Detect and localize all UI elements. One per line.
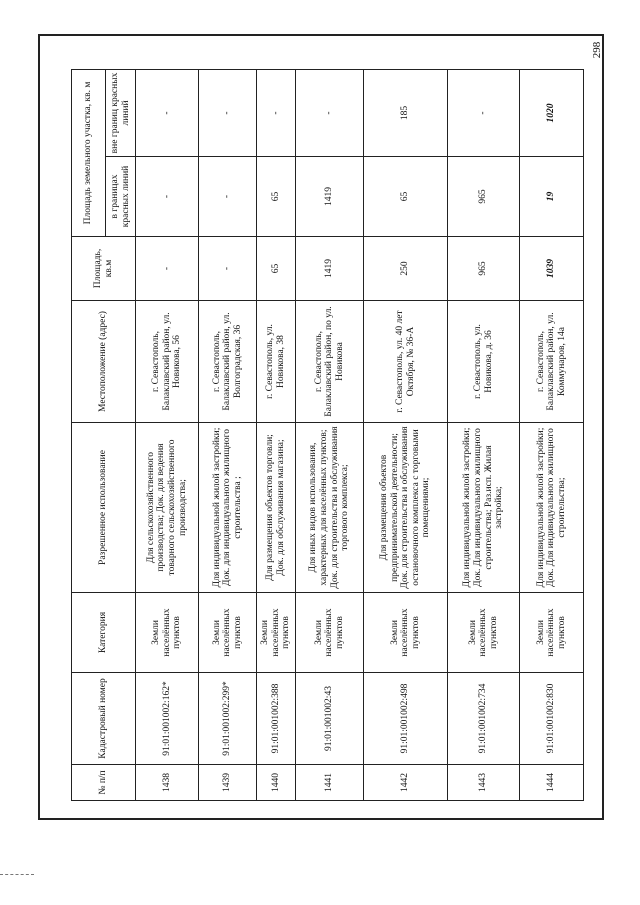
cell-cadastral: 91:01:001002:43 bbox=[296, 673, 364, 765]
cell-location: г. Севастополь, Балаклавский район, ул. Новикова, 56 bbox=[136, 301, 199, 423]
cell-outside-red: 185 bbox=[364, 69, 448, 156]
cell-num: 1444 bbox=[520, 765, 584, 801]
cell-num: 1441 bbox=[296, 765, 364, 801]
table-row bbox=[448, 69, 520, 800]
cell-use: Для иных видов использования, характерных для населённых пунктов; Док. для строительства и обслуживания торгового комплекса; bbox=[296, 423, 364, 593]
land-plot-table bbox=[71, 69, 584, 801]
header-category: Категория bbox=[72, 593, 136, 673]
header-outside-red: вне границ красных линий bbox=[106, 69, 136, 156]
cell-area: 1419 bbox=[296, 237, 364, 301]
rotated-table-container bbox=[71, 70, 583, 801]
cell-location: г. Севастополь, Балаклавский район, ул. Волгоградская, 36 bbox=[199, 301, 257, 423]
cell-outside-red: - bbox=[257, 69, 296, 156]
cell-location: г. Севастополь, Балаклавский район, по ул. Новикова bbox=[296, 301, 364, 423]
table-row bbox=[199, 69, 257, 800]
cell-within-red: 1419 bbox=[296, 157, 364, 237]
header-cadastral: Кадастровый номер bbox=[72, 673, 136, 765]
header-location: Местоположение (адрес) bbox=[72, 301, 136, 423]
table-row bbox=[296, 69, 364, 800]
cell-category: Земли населённых пунктов bbox=[364, 593, 448, 673]
table-row bbox=[364, 69, 448, 800]
cell-within-red: - bbox=[199, 157, 257, 237]
cell-num: 1440 bbox=[257, 765, 296, 801]
cell-num: 1439 bbox=[199, 765, 257, 801]
cell-within-red: 19 bbox=[520, 157, 584, 237]
table-row bbox=[257, 69, 296, 800]
header-num: № п/п bbox=[72, 765, 136, 801]
bottom-rule bbox=[0, 874, 34, 875]
header-within-red: в границах красных линий bbox=[106, 157, 136, 237]
cell-category: Земли населённых пунктов bbox=[136, 593, 199, 673]
cell-use: Для сельскохозяйственного производства; Док. для ведения товарного сельскохозяйственного производства; bbox=[136, 423, 199, 593]
cell-category: Земли населённых пунктов bbox=[296, 593, 364, 673]
cell-num: 1438 bbox=[136, 765, 199, 801]
cell-category: Земли населённых пунктов bbox=[199, 593, 257, 673]
cell-within-red: 965 bbox=[448, 157, 520, 237]
header-area: Площадь, кв.м bbox=[72, 237, 136, 301]
cell-outside-red: - bbox=[296, 69, 364, 156]
cell-cadastral: 91:01:001002:299* bbox=[199, 673, 257, 765]
cell-area: - bbox=[199, 237, 257, 301]
cell-cadastral: 91:01:001002:388 bbox=[257, 673, 296, 765]
cell-within-red: 65 bbox=[364, 157, 448, 237]
cell-location: г. Севастополь, Балаклавский район, ул. Коммунаров, 14а bbox=[520, 301, 584, 423]
cell-area: - bbox=[136, 237, 199, 301]
cell-area: 965 bbox=[448, 237, 520, 301]
cell-cadastral: 91:01:001002:830 bbox=[520, 673, 584, 765]
cell-area: 250 bbox=[364, 237, 448, 301]
cell-location: г. Севастополь, ул. Новикова, д. 36 bbox=[448, 301, 520, 423]
table-row bbox=[520, 69, 584, 800]
cell-use: Для индивидуальной жилой застройки; Док. Для индивидуального жилищного строительства; Раз.исп. Жилая застройка; bbox=[448, 423, 520, 593]
cell-use: Для размещения объектов торговли; Док. для обслуживания магазина; bbox=[257, 423, 296, 593]
cell-within-red: 65 bbox=[257, 157, 296, 237]
cell-cadastral: 91:01:001002:734 bbox=[448, 673, 520, 765]
page-number: 298 bbox=[591, 41, 603, 59]
cell-use: Для индивидуальной жилой застройки; Док. Для индивидуального жилищного строительства; bbox=[520, 423, 584, 593]
cell-num: 1443 bbox=[448, 765, 520, 801]
cell-category: Земли населённых пунктов bbox=[257, 593, 296, 673]
cell-outside-red: - bbox=[136, 69, 199, 156]
cell-use: Для размещения объектов предпринимательской деятельности; Док. для строительства и обслуживания остановочного комплекса с торговыми помещениями; bbox=[364, 423, 448, 593]
cell-outside-red: - bbox=[199, 69, 257, 156]
cell-category: Земли населённых пунктов bbox=[520, 593, 584, 673]
header-use: Разрешенное использование bbox=[72, 423, 136, 593]
cell-location: г. Севастополь, ул. 40 лет Октября, № 36-А bbox=[364, 301, 448, 423]
cell-category: Земли населённых пунктов bbox=[448, 593, 520, 673]
cell-num: 1442 bbox=[364, 765, 448, 801]
cell-outside-red: - bbox=[448, 69, 520, 156]
cell-cadastral: 91:01:001002:162* bbox=[136, 673, 199, 765]
header-plot-area: Площадь земельного участка, кв. м bbox=[72, 69, 106, 236]
cell-outside-red: 1020 bbox=[520, 69, 584, 156]
cell-use: Для индивидуальной жилой застройки; Док. для индивидуального жилищного строительства ; bbox=[199, 423, 257, 593]
table-row bbox=[136, 69, 199, 800]
cell-area: 1039 bbox=[520, 237, 584, 301]
cell-location: г. Севастополь, ул. Новикова, 38 bbox=[257, 301, 296, 423]
cell-within-red: - bbox=[136, 157, 199, 237]
cell-cadastral: 91:01:001002:498 bbox=[364, 673, 448, 765]
cell-area: 65 bbox=[257, 237, 296, 301]
